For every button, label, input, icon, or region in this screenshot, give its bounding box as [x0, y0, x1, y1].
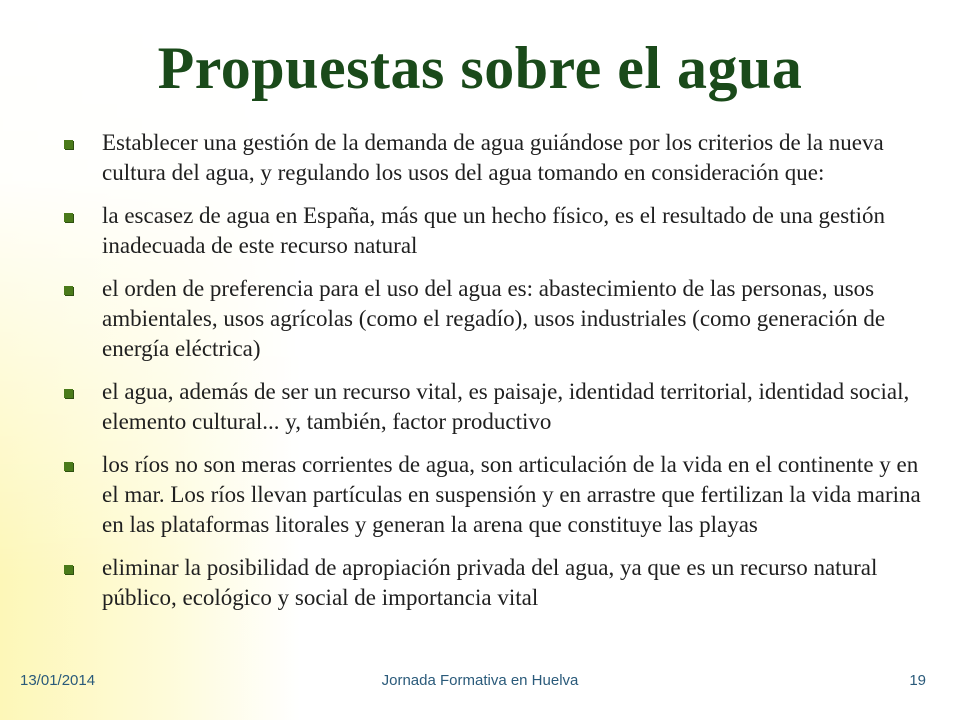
square-bullet-icon [64, 389, 73, 398]
square-bullet-icon [64, 213, 73, 222]
bullet-text: los ríos no son meras corrientes de agua, son articulación de la vida en el continente y en el mar. Los ríos llevan partículas en suspensión y en arrastre que fertilizan la vida marina en las plataformas litorales y generan la arena que constituye las playas [102, 452, 921, 537]
list-item [64, 450, 940, 540]
list-item [64, 128, 940, 188]
bullet-list [64, 128, 940, 626]
footer-event-title: Jornada Formativa en Huelva [381, 672, 579, 689]
slide-title: Propuestas sobre el agua [157, 35, 803, 101]
list-item [64, 553, 940, 613]
bullet-text: el orden de preferencia para el uso del agua es: abastecimiento de las personas, usos ambientales, usos agrícolas (como el regadío), usos industriales (como generación de energía eléctrica) [102, 276, 886, 361]
square-bullet-icon [64, 286, 73, 295]
footer-date: 13/01/2014 [20, 672, 96, 689]
list-item [64, 274, 940, 364]
footer-page-number: 19 [909, 672, 926, 689]
list-item [64, 377, 940, 437]
bullet-text: el agua, además de ser un recurso vital, es paisaje, identidad territorial, identidad social, elemento cultural... y, también, factor productivo [102, 379, 910, 434]
bullet-text: eliminar la posibilidad de apropiación privada del agua, ya que es un recurso natural público, ecológico y social de importancia vital [102, 555, 878, 610]
list-item [64, 201, 940, 261]
bullet-text: la escasez de agua en España, más que un hecho físico, es el resultado de una gestión inadecuada de este recurso natural [102, 203, 885, 258]
square-bullet-icon [64, 565, 73, 574]
square-bullet-icon [64, 462, 73, 471]
square-bullet-icon [64, 140, 73, 149]
bullet-text: Establecer una gestión de la demanda de agua guiándose por los criterios de la nueva cultura del agua, y regulando los usos del agua tomando en consideración que: [102, 130, 884, 185]
